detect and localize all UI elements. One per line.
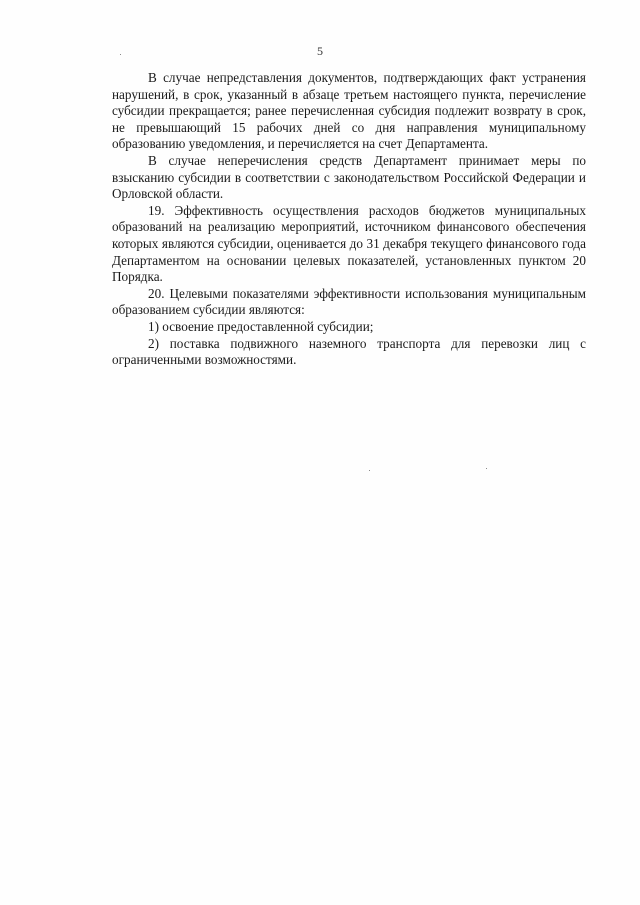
list-item-1: 1) освоение предоставленной субсидии; (148, 318, 374, 334)
document-body (112, 70, 586, 369)
list-item-2: 2) поставка подвижного наземного транспорта для перевозки лиц с ограниченными возможностями. (112, 335, 586, 368)
paragraph-20-indicators: 20. Целевыми показателями эффективности использования муниципальным образованием субсидии являются: (112, 285, 586, 318)
page-number: 5 (317, 44, 323, 58)
paragraph-19-efficiency: 19. Эффективность осуществления расходов бюджетов муниципальных образований на реализацию мероприятий, источником финансового обеспечения которых являются субсидии, оценивается до 31 декабря текущего финансового года Департаментом на основании целевых показателей, установленных пунктом 20 Порядка. (112, 202, 586, 285)
scan-speck (486, 468, 487, 469)
scan-speck (369, 470, 370, 471)
paragraph-recovery: В случае неперечисления средств Департамент принимает меры по взысканию субсидии в соответствии с законодательством Российской Федерации и Орловской области. (112, 152, 586, 202)
paragraph-nonsubmission: В случае непредставления документов, подтверждающих факт устранения нарушений, в срок, указанный в абзаце третьем настоящего пункта, перечисление субсидии прекращается; ранее перечисленная субсидия подлежит возврату в срок, не превышающий 15 рабочих дней со дня направления муниципальному образованию уведомления, и перечисляется на счет Департамента. (112, 70, 586, 152)
scan-speck (120, 54, 121, 55)
